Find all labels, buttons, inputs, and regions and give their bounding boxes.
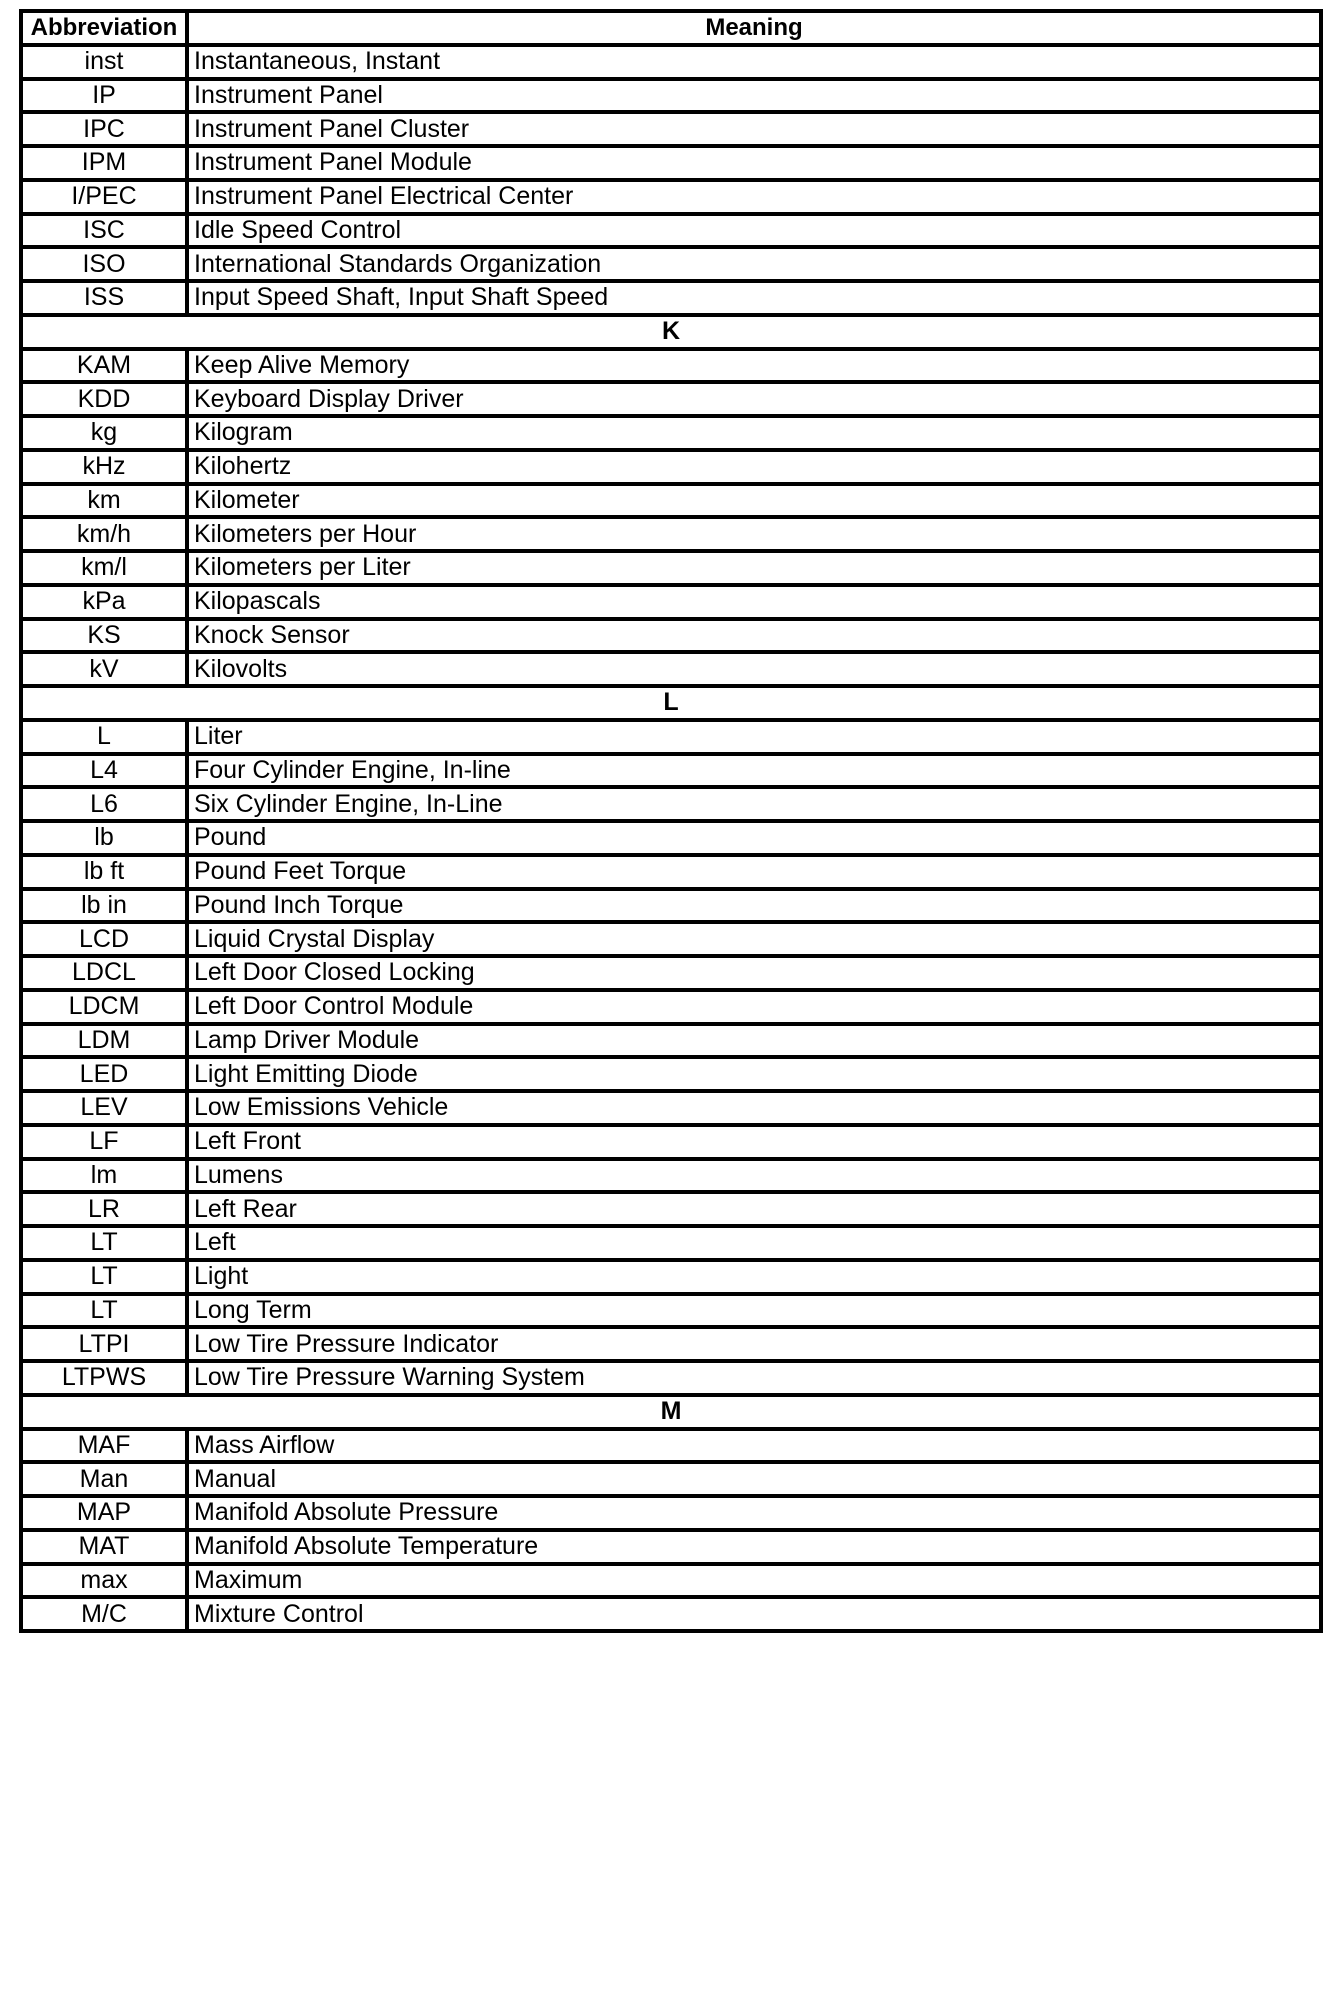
meaning-cell: Input Speed Shaft, Input Shaft Speed [187, 281, 1321, 315]
table-row [21, 1024, 1321, 1058]
abbreviation-cell: I/PEC [21, 180, 187, 214]
table-row [21, 754, 1321, 788]
table-row [21, 1429, 1321, 1463]
meaning-cell: Instrument Panel Module [187, 146, 1321, 180]
table-row [21, 990, 1321, 1024]
table-row [21, 1226, 1321, 1260]
meaning-cell: Mass Airflow [187, 1429, 1321, 1463]
meaning-cell: Kilovolts [187, 652, 1321, 686]
table-row [21, 1597, 1321, 1631]
abbreviation-cell: MAF [21, 1429, 187, 1463]
meaning-cell: Kilopascals [187, 585, 1321, 619]
section-header-row [21, 686, 1321, 720]
abbreviation-cell: IPC [21, 112, 187, 146]
meaning-cell: Instrument Panel [187, 79, 1321, 113]
meaning-cell: Maximum [187, 1564, 1321, 1598]
meaning-cell: Mixture Control [187, 1597, 1321, 1631]
abbreviation-cell: LCD [21, 922, 187, 956]
abbreviation-cell: LTPWS [21, 1361, 187, 1395]
table-row [21, 484, 1321, 518]
table-row [21, 1057, 1321, 1091]
abbreviation-cell: km [21, 484, 187, 518]
table-row [21, 281, 1321, 315]
abbreviation-cell: MAT [21, 1530, 187, 1564]
table-row [21, 1361, 1321, 1395]
abbreviation-cell: LF [21, 1125, 187, 1159]
table-row [21, 416, 1321, 450]
table-row [21, 180, 1321, 214]
abbreviation-cell: LDCL [21, 956, 187, 990]
table-row [21, 382, 1321, 416]
meaning-cell: Low Tire Pressure Warning System [187, 1361, 1321, 1395]
table-row [21, 1125, 1321, 1159]
section-letter: M [21, 1395, 1321, 1429]
abbreviation-cell: inst [21, 45, 187, 79]
abbreviation-cell: lb [21, 821, 187, 855]
table-row [21, 551, 1321, 585]
meaning-cell: International Standards Organization [187, 247, 1321, 281]
abbreviation-cell: ISC [21, 214, 187, 248]
table-row [21, 1564, 1321, 1598]
meaning-cell: Keyboard Display Driver [187, 382, 1321, 416]
meaning-cell: Keep Alive Memory [187, 349, 1321, 383]
table-row [21, 1294, 1321, 1328]
table-row [21, 349, 1321, 383]
meaning-cell: Pound Inch Torque [187, 889, 1321, 923]
abbreviation-cell: LT [21, 1294, 187, 1328]
meaning-cell: Light Emitting Diode [187, 1057, 1321, 1091]
table-row [21, 821, 1321, 855]
abbreviation-cell: LR [21, 1192, 187, 1226]
abbreviation-cell: KAM [21, 349, 187, 383]
meaning-cell: Left [187, 1226, 1321, 1260]
table-row [21, 45, 1321, 79]
meaning-cell: Left Door Closed Locking [187, 956, 1321, 990]
meaning-cell: Low Emissions Vehicle [187, 1091, 1321, 1125]
meaning-cell: Kilometers per Hour [187, 517, 1321, 551]
abbreviation-cell: ISS [21, 281, 187, 315]
abbreviation-cell: IP [21, 79, 187, 113]
table-row [21, 79, 1321, 113]
table-row [21, 1159, 1321, 1193]
meaning-cell: Manifold Absolute Temperature [187, 1530, 1321, 1564]
abbreviation-table [19, 9, 1323, 1633]
table-row [21, 652, 1321, 686]
meaning-cell: Kilogram [187, 416, 1321, 450]
table-row [21, 1091, 1321, 1125]
table-row [21, 720, 1321, 754]
abbreviation-cell: LDCM [21, 990, 187, 1024]
meaning-cell: Pound Feet Torque [187, 855, 1321, 889]
abbreviation-cell: LT [21, 1260, 187, 1294]
table-row [21, 517, 1321, 551]
meaning-cell: Long Term [187, 1294, 1321, 1328]
section-letter: K [21, 315, 1321, 349]
meaning-cell: Left Rear [187, 1192, 1321, 1226]
meaning-cell: Six Cylinder Engine, In-Line [187, 787, 1321, 821]
abbreviation-cell: MAP [21, 1496, 187, 1530]
table-row [21, 855, 1321, 889]
abbreviation-cell: LT [21, 1226, 187, 1260]
meaning-cell: Light [187, 1260, 1321, 1294]
meaning-cell: Liter [187, 720, 1321, 754]
abbreviation-cell: L [21, 720, 187, 754]
meaning-cell: Lumens [187, 1159, 1321, 1193]
table-row [21, 450, 1321, 484]
abbreviation-cell: LTPI [21, 1327, 187, 1361]
abbreviation-cell: LEV [21, 1091, 187, 1125]
abbreviation-cell: ISO [21, 247, 187, 281]
abbreviation-cell: kHz [21, 450, 187, 484]
meaning-cell: Pound [187, 821, 1321, 855]
abbreviation-cell: IPM [21, 146, 187, 180]
meaning-cell: Kilohertz [187, 450, 1321, 484]
table-row [21, 787, 1321, 821]
meaning-column-header: Meaning [187, 11, 1321, 45]
abbreviation-cell: kg [21, 416, 187, 450]
table-body [21, 45, 1321, 1631]
table-row [21, 247, 1321, 281]
abbreviation-cell: M/C [21, 1597, 187, 1631]
section-letter: L [21, 686, 1321, 720]
meaning-cell: Four Cylinder Engine, In-line [187, 754, 1321, 788]
table-row [21, 1260, 1321, 1294]
meaning-cell: Knock Sensor [187, 619, 1321, 653]
meaning-cell: Left Door Control Module [187, 990, 1321, 1024]
table-row [21, 214, 1321, 248]
header-row [21, 11, 1321, 45]
abbreviation-cell: km/h [21, 517, 187, 551]
abbreviation-cell: lb ft [21, 855, 187, 889]
abbreviation-cell: kV [21, 652, 187, 686]
abbreviation-cell: Man [21, 1462, 187, 1496]
meaning-cell: Low Tire Pressure Indicator [187, 1327, 1321, 1361]
abbreviation-cell: KS [21, 619, 187, 653]
meaning-cell: Kilometer [187, 484, 1321, 518]
abbreviation-cell: LED [21, 1057, 187, 1091]
meaning-cell: Manual [187, 1462, 1321, 1496]
abbreviation-cell: kPa [21, 585, 187, 619]
meaning-cell: Kilometers per Liter [187, 551, 1321, 585]
abbreviation-cell: km/l [21, 551, 187, 585]
abbreviation-cell: L6 [21, 787, 187, 821]
table-row [21, 112, 1321, 146]
abbreviation-column-header: Abbreviation [21, 11, 187, 45]
meaning-cell: Instantaneous, Instant [187, 45, 1321, 79]
abbreviation-cell: lm [21, 1159, 187, 1193]
meaning-cell: Instrument Panel Cluster [187, 112, 1321, 146]
meaning-cell: Left Front [187, 1125, 1321, 1159]
abbreviation-cell: LDM [21, 1024, 187, 1058]
table-row [21, 1192, 1321, 1226]
table-row [21, 889, 1321, 923]
abbreviation-cell: max [21, 1564, 187, 1598]
abbreviation-cell: L4 [21, 754, 187, 788]
meaning-cell: Instrument Panel Electrical Center [187, 180, 1321, 214]
table-row [21, 146, 1321, 180]
table-row [21, 619, 1321, 653]
abbreviation-cell: lb in [21, 889, 187, 923]
meaning-cell: Manifold Absolute Pressure [187, 1496, 1321, 1530]
section-header-row [21, 315, 1321, 349]
table-row [21, 1530, 1321, 1564]
table-row [21, 922, 1321, 956]
table-row [21, 1327, 1321, 1361]
table-row [21, 956, 1321, 990]
abbreviation-cell: KDD [21, 382, 187, 416]
meaning-cell: Idle Speed Control [187, 214, 1321, 248]
meaning-cell: Liquid Crystal Display [187, 922, 1321, 956]
table-row [21, 1462, 1321, 1496]
meaning-cell: Lamp Driver Module [187, 1024, 1321, 1058]
table-row [21, 585, 1321, 619]
section-header-row [21, 1395, 1321, 1429]
table-row [21, 1496, 1321, 1530]
